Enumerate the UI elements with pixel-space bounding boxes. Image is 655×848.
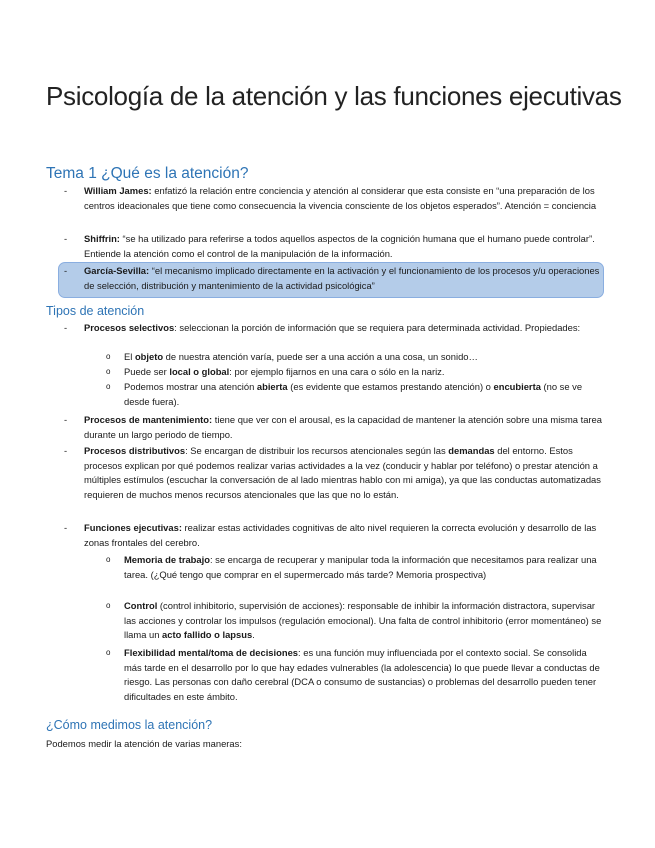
section-heading-tipos-de-atencion: Tipos de atención (46, 304, 145, 318)
list-bullet-circle: o (106, 382, 111, 391)
subitem-flexibilidad-mental (124, 646, 602, 704)
term: acto fallido o lapsus (162, 629, 253, 640)
author-name: William James: (84, 185, 152, 196)
term-text: del entorno. Estos procesos explican por qué podemos realizar varias actividades a la vez (conducir y hablar por teléfono) o prestar atención a múltiples estímulos (escuchar la conversación de al lado mientras hablo con mi amiga), ya que las conductas automatizadas requieren de muchos menos recursos atencionales que las que no lo están. (84, 445, 601, 500)
term-text: : se encarga de recuperar y manipular toda la información que necesitamos para realizar una tarea. (¿Qué tengo que comprar en el supermercado más tarde? Memoria prospectiva) (124, 554, 597, 580)
list-bullet-circle: o (106, 648, 111, 657)
item-procesos-selectivos (84, 321, 602, 336)
property-objeto (124, 350, 602, 365)
list-bullet-circle: o (106, 555, 111, 564)
term: objeto (134, 351, 164, 362)
term: Funciones ejecutivas: (84, 522, 182, 533)
author-name: García-Sevilla: (84, 265, 150, 276)
item-procesos-distributivos (84, 444, 602, 502)
section-heading-como-medimos: ¿Cómo medimos la atención? (46, 718, 213, 732)
text-fragment: : por ejemplo fijarnos en una cara o sólo en la nariz. (229, 366, 445, 377)
term: local o global (169, 366, 230, 377)
subitem-control (124, 599, 602, 643)
definition-shiffrin (84, 232, 602, 261)
definition-william-james (84, 184, 602, 213)
term: demandas (448, 445, 495, 456)
list-bullet-dash: - (64, 233, 68, 244)
item-funciones-ejecutivas (84, 521, 602, 550)
term-text: tiene que ver con el arousal, es la capacidad de mantener la atención sobre una misma tarea durante un largo periodo de tiempo. (84, 414, 602, 440)
list-bullet-circle: o (106, 367, 111, 376)
term-text: realizar estas actividades cognitivas de alto nivel requieren la correcta evolución y desarrollo de las zonas frontales del cerebro. (84, 522, 597, 548)
list-bullet-dash: - (64, 414, 68, 425)
definition-garcia-sevilla (84, 264, 602, 293)
subitem-memoria-de-trabajo (124, 553, 602, 582)
text-fragment: (es evidente que estamos prestando atención) o (287, 381, 494, 392)
term-text: . (252, 629, 255, 640)
text-fragment: El (124, 351, 135, 362)
term: Procesos de mantenimiento: (84, 414, 213, 425)
term: abierta (256, 381, 288, 392)
section-heading-que-es-la-atencion: Tema 1 ¿Qué es la atención? (46, 165, 249, 182)
document-title: Psicología de la atención y las funciones ejecutivas (46, 81, 622, 111)
term-text: : seleccionan la porción de información que se requiera para determinada actividad. Propiedades: (174, 322, 581, 333)
list-bullet-dash: - (64, 265, 68, 276)
text-fragment: de nuestra atención varía, puede ser a una acción a una cosa, un sonido… (163, 351, 478, 362)
item-procesos-mantenimiento (84, 413, 602, 442)
term: Procesos selectivos (84, 322, 175, 333)
definition-text: “se ha utilizado para referirse a todos aquellos aspectos de la cognición humana que el humano puede controlar”. Entiende la atención como el control de la manipulación de la información. (84, 233, 595, 259)
list-bullet-circle: o (106, 352, 111, 361)
term: Memoria de trabajo (124, 554, 210, 565)
text-fragment: Puede ser (124, 366, 170, 377)
list-bullet-dash: - (64, 445, 68, 456)
list-bullet-dash: - (64, 185, 68, 196)
list-bullet-dash: - (64, 522, 68, 533)
definition-text: “el mecanismo implicado directamente en la activación y el funcionamiento de los procesos y/u operaciones de selección, distribución y mantenimiento de la actividad psicológica” (84, 265, 600, 291)
text-fragment: (no se ve desde fuera). (124, 381, 583, 407)
term: Procesos distributivos (84, 445, 186, 456)
list-bullet-dash: - (64, 322, 68, 333)
author-name: Shiffrin: (84, 233, 120, 244)
term: encubierta (493, 381, 541, 392)
property-abierta-encubierta (124, 380, 602, 409)
term-text: : es una función muy influenciada por el contexto social. Se consolida más tarde en el desarrollo por lo que hay edades vulnerables (la adolescencia) lo que puede llevar a conductas de riesgo. Las personas con daño cerebral (DCA o consumo de sustancias) o problemas del desarrollo pueden tener dificultades en este ámbito. (124, 647, 600, 702)
term: Control (124, 600, 158, 611)
text-fragment: Podemos mostrar una atención (124, 381, 257, 392)
term: Flexibilidad mental/toma de decisiones (124, 647, 299, 658)
medicion-intro: Podemos medir la atención de varias maneras: (46, 738, 242, 749)
list-bullet-circle: o (106, 601, 111, 610)
property-local-global (124, 365, 602, 380)
definition-text: enfatizó la relación entre conciencia y atención al considerar que esta consiste en “una preparación de los centros ideacionales que tiene como consecuencia la vivencia consciente de los objetos esperados”. Atención = conciencia (84, 185, 597, 211)
term-text: (control inhibitorio, supervisión de acciones): responsable de inhibir la información distractora, supervisar las acciones y controlar los impulsos (regulación emocional). Una falta de control inhibitorio (error momentáneo) se llama un (124, 600, 602, 640)
term-text: : Se encargan de distribuir los recursos atencionales según las (185, 445, 449, 456)
